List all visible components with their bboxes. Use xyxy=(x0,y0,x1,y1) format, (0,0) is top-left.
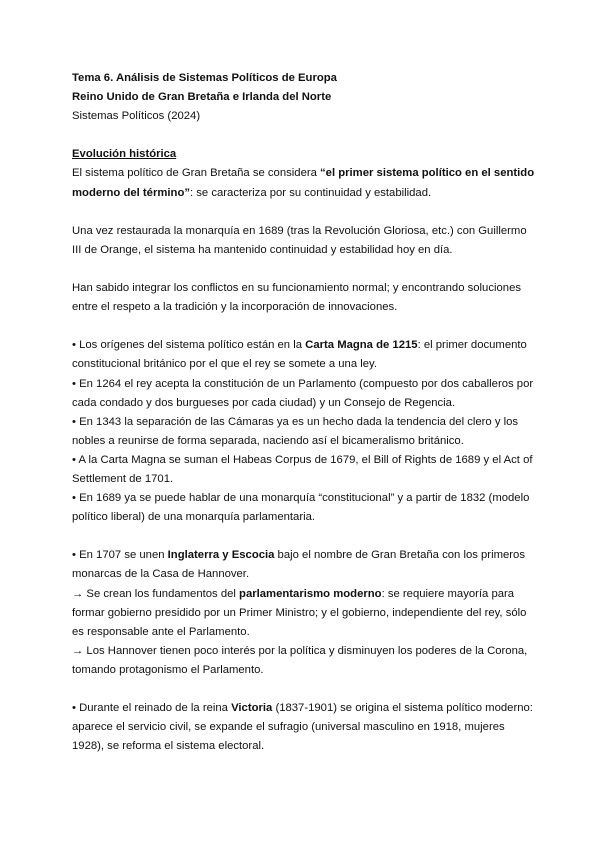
text-line: es responsable ante el Parlamento. xyxy=(72,625,250,638)
text: bajo el nombre de Gran Bretaña con los primeros xyxy=(274,549,525,562)
paragraph-integration xyxy=(72,279,540,317)
text-line: cada condado y dos burgueses por cada ciudad) y un Consejo de Regencia. xyxy=(72,396,456,409)
text: : el primer documento xyxy=(417,339,527,352)
text-line: entre el respeto a la tradición y la incorporación de innovaciones. xyxy=(72,301,398,314)
document-title: Tema 6. Análisis de Sistemas Políticos de Europa xyxy=(72,72,337,84)
text-line: III de Orange, el sistema ha mantenido continuidad y estabilidad hoy en día. xyxy=(72,243,453,256)
text: • Los orígenes del sistema político están en la xyxy=(72,339,306,352)
text-line: → Los Hannover tienen poco interés por la política y disminuyen los poderes de la Corona, xyxy=(72,644,528,657)
text: (1837-1901) se origina el sistema político moderno: xyxy=(272,702,533,715)
text-line: constitucional británico por el que el rey se somete a una ley. xyxy=(72,358,377,371)
text-line: Han sabido integrar los conflictos en su funcionamiento normal; y encontrando soluciones xyxy=(72,282,521,295)
text-line: • En 1264 el rey acepta la constitución de un Parlamento (compuesto por dos caballeros por xyxy=(72,377,534,390)
text-line: • A la Carta Magna se suman el Habeas Corpus de 1679, el Bill of Rights de 1689 y el Act of xyxy=(72,453,533,466)
text: : se caracteriza por su continuidad y estabilidad. xyxy=(190,186,432,199)
bold-term: parlamentarismo moderno xyxy=(239,587,382,600)
bold-term: Victoria xyxy=(231,702,273,715)
bullet-list-origins xyxy=(72,336,540,527)
text-line: nobles a reunirse de forma separada, naciendo así el bicameralismo británico. xyxy=(72,434,464,447)
text-line: monarcas de la Casa de Hannover. xyxy=(72,568,250,581)
section-heading: Evolución histórica xyxy=(72,148,177,161)
paragraph-restoration xyxy=(72,222,540,260)
paragraph-intro xyxy=(72,164,540,202)
bold-term: Inglaterra y Escocia xyxy=(167,549,275,562)
text-line: tomando protagonismo el Parlamento. xyxy=(72,663,264,676)
document-subtitle: Reino Unido de Gran Bretaña e Irlanda del Norte xyxy=(72,91,332,104)
text: • Durante el reinado de la reina xyxy=(72,702,232,715)
bold-quote: moderno del término” xyxy=(72,186,190,199)
bold-quote: “el primer sistema político en el sentido xyxy=(320,167,535,180)
text-line: político liberal) de una monarquía parlamentaria. xyxy=(72,511,316,524)
bullet-list-union xyxy=(72,546,540,680)
bullet-list-victoria xyxy=(72,699,540,756)
text-line: 1928), se reforma el sistema electoral. xyxy=(72,740,265,753)
bold-term: Carta Magna de 1215 xyxy=(305,339,418,352)
text-line: aparece el servicio civil, se expande el sufragio (universal masculino en 1918, mujeres xyxy=(72,721,505,734)
text-line: formar gobierno presidido por un Primer Ministro; y el gobierno, independiente del rey, sólo xyxy=(72,606,527,619)
text-line: Settlement de 1701. xyxy=(72,472,174,485)
text: El sistema político de Gran Bretaña se considera xyxy=(72,167,321,180)
text-line: Una vez restaurada la monarquía en 1689 (tras la Revolución Gloriosa, etc.) con Guillermo xyxy=(72,224,527,237)
text-line: • En 1689 ya se puede hablar de una monarquía “constitucional” y a partir de 1832 (modelo xyxy=(72,492,530,505)
text: : se requiere mayoría para xyxy=(381,587,515,600)
text-line: • En 1343 la separación de las Cámaras ya es un hecho dada la tendencia del clero y los xyxy=(72,415,519,428)
text: → Se crean los fundamentos del xyxy=(72,587,240,600)
course-label: Sistemas Políticos (2024) xyxy=(72,110,201,123)
text: • En 1707 se unen xyxy=(72,549,168,562)
